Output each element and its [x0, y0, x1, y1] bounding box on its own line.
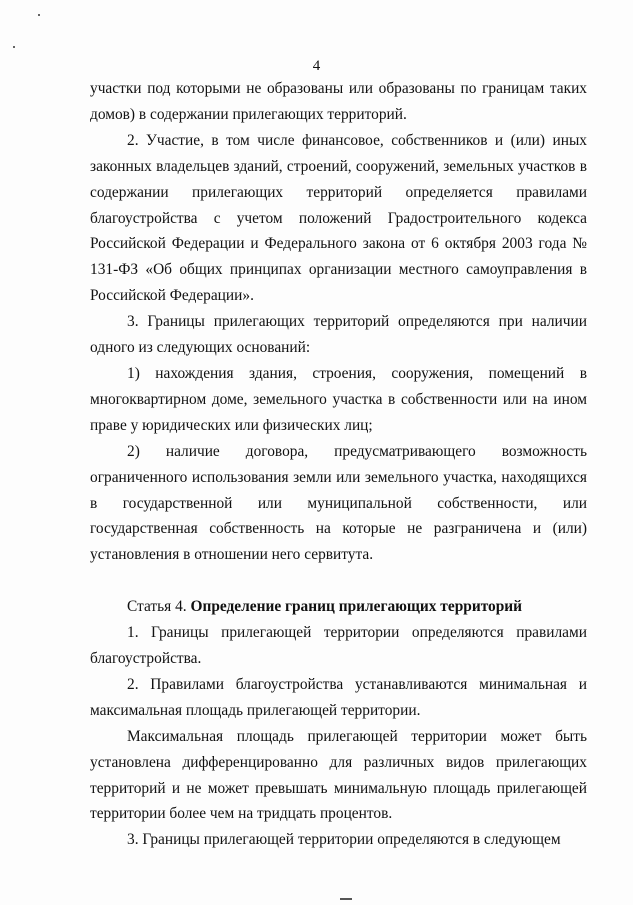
article-paragraph-3: 3. Границы прилегающей территории определяются в следующем	[127, 831, 561, 849]
article-title: Определение границ прилегающих территорий	[190, 598, 523, 616]
paragraph-continuation: участки под которыми не образованы или образованы по границам таких домов) в содержании прилегающих территорий.	[90, 80, 587, 123]
scan-speck	[13, 46, 15, 48]
section-spacer	[90, 568, 587, 594]
paragraph-subitem-2: 2) наличие договора, предусматривающего возможность ограниченного использования земли или земельного участка, находящихся в государственной или муниципальной собственности, или государственная собственность на которые не разграничена и (или) установления в отношении него сервитута.	[90, 442, 587, 564]
page-number: 4	[312, 58, 321, 74]
document-body	[90, 76, 587, 853]
article-label: Статья 4.	[127, 598, 187, 616]
article-paragraph-2-continued: Максимальная площадь прилегающей территории может быть установлена дифференцированно для различных видов прилегающих территорий и не может превышать минимальную площадь прилегающей территории более чем на тридцать процентов.	[90, 727, 587, 823]
paragraph-item-2: 2. Участие, в том числе финансовое, собственников и (или) иных законных владельцев зданий, строений, сооружений, земельных участков в содержании прилегающих территорий определяется правилами благоустройства с учетом положений Градостроительного кодекса Российской Федерации и Федерального закона от 6 октября 2003 года № 131-ФЗ «Об общих принципах организации местного самоуправления в Российской Федерации».	[90, 131, 587, 305]
article-paragraph-1: 1. Границы прилегающей территории определяются правилами благоустройства.	[90, 624, 587, 668]
paragraph-item-3: 3. Границы прилегающих территорий определяются при наличии одного из следующих оснований:	[90, 313, 587, 357]
article-paragraph-2: 2. Правилами благоустройства устанавливаются минимальная и максимальная площадь прилегающей территории.	[90, 675, 587, 719]
article-heading	[90, 594, 587, 620]
scan-speck	[38, 14, 40, 16]
scan-artifact	[340, 898, 352, 900]
paragraph-subitem-1: 1) нахождения здания, строения, сооружения, помещений в многоквартирном доме, земельного участка в собственности или на ином праве у юридических или физических лиц;	[90, 364, 587, 434]
